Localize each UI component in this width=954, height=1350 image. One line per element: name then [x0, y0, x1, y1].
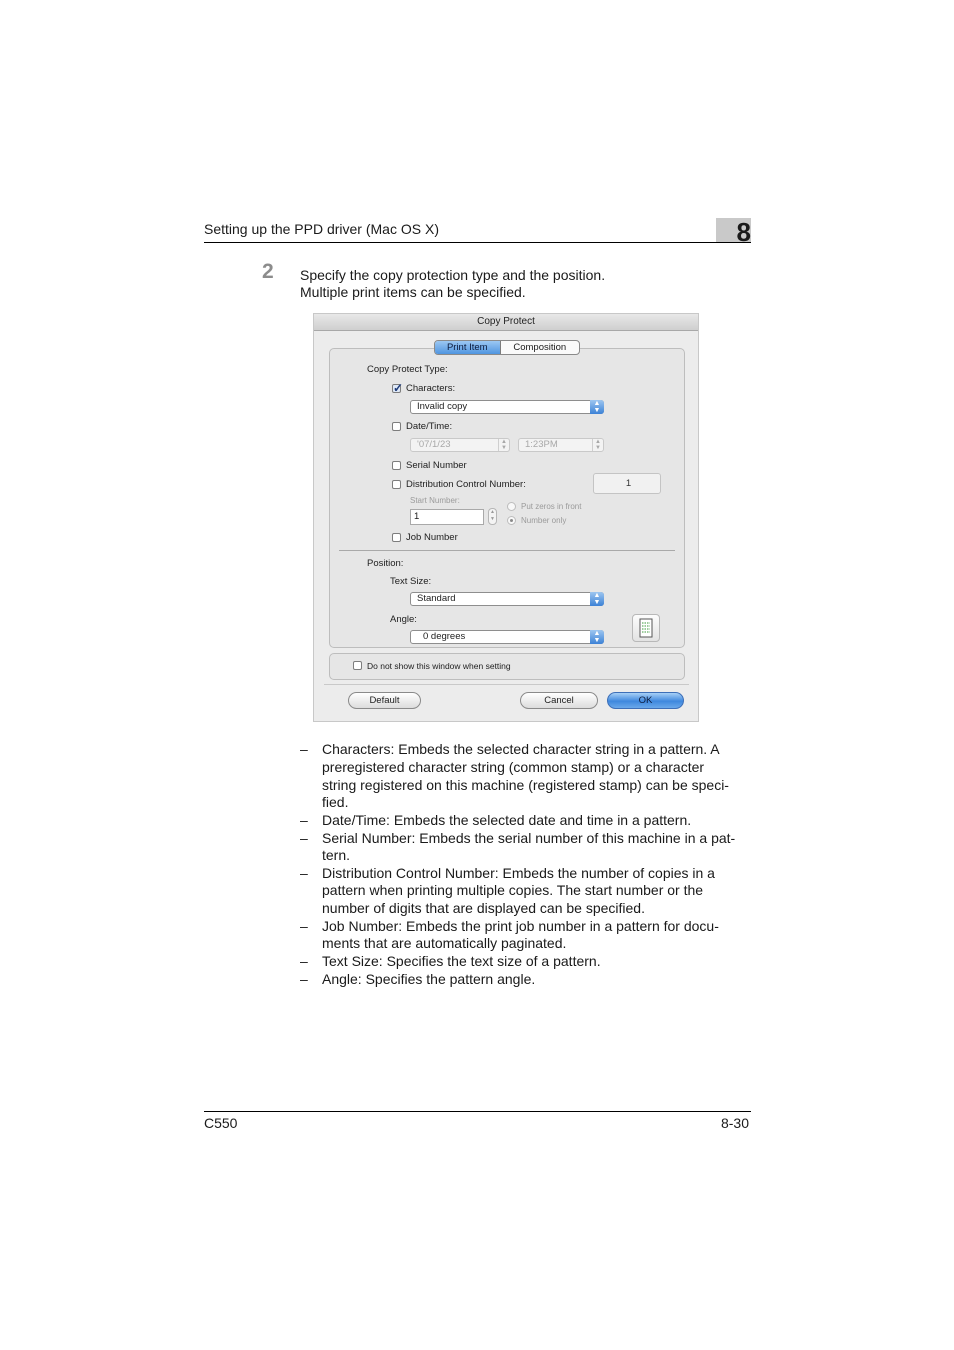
default-button[interactable]: Default: [348, 692, 421, 709]
text-size-label: Text Size:: [390, 576, 432, 587]
bullet-text-size-line-1: Text Size: Specifies the text size of a pattern.: [322, 953, 601, 969]
bottom-separator: [324, 684, 689, 685]
bullet-characters-line-2: preregistered character string (common stamp) or a character: [322, 759, 705, 775]
characters-popup[interactable]: [410, 400, 604, 414]
put-zeros-radio[interactable]: [507, 502, 516, 511]
serial-number-checkbox[interactable]: [392, 461, 401, 470]
bullet-marker: –: [300, 953, 308, 969]
bullet-marker: –: [300, 741, 308, 757]
angle-popup[interactable]: [410, 630, 604, 644]
up-down-arrows-icon: ▲ ▼: [592, 439, 603, 451]
step-instruction-line-2: Multiple print items can be specified.: [300, 284, 526, 300]
copy-protect-type-label: Copy Protect Type:: [367, 364, 448, 375]
footer-rule: [204, 1111, 751, 1112]
angle-label: Angle:: [390, 614, 417, 625]
bullet-distribution-line-1: Distribution Control Number: Embeds the number of copies in a: [322, 865, 715, 881]
text-size-popup[interactable]: [410, 592, 604, 606]
step-instruction-line-1: Specify the copy protection type and the position.: [300, 267, 606, 283]
position-label: Position:: [367, 558, 404, 569]
text-size-value: Standard: [417, 593, 456, 604]
number-only-radio[interactable]: [507, 516, 516, 525]
tab-composition[interactable]: Composition: [513, 342, 567, 353]
time-field[interactable]: [518, 438, 604, 452]
bullet-date-time-line-1: Date/Time: Embeds the selected date and time in a pattern.: [322, 812, 692, 828]
date-field[interactable]: [410, 438, 510, 452]
section-separator: [339, 550, 675, 551]
number-only-label: Number only: [521, 516, 567, 525]
time-value: 1:23PM: [525, 439, 558, 450]
bullet-distribution-line-3: number of digits that are displayed can be specified.: [322, 900, 645, 916]
bullet-angle-line-1: Angle: Specifies the pattern angle.: [322, 971, 536, 987]
dialog-title: Copy Protect: [477, 316, 535, 327]
tab-print-item[interactable]: Print Item: [435, 341, 501, 354]
bullet-job-number-line-2: ments that are automatically paginated.: [322, 935, 567, 951]
distribution-copies-field[interactable]: 1: [593, 473, 661, 494]
bullet-job-number-line-1: Job Number: Embeds the print job number in a pattern for docu-: [322, 918, 719, 934]
characters-checkbox[interactable]: [392, 381, 404, 395]
angle-value: 0 degrees: [423, 631, 466, 642]
date-time-checkbox[interactable]: [392, 422, 401, 431]
distribution-control-number-checkbox[interactable]: [392, 480, 401, 489]
dont-show-label: Do not show this window when setting: [367, 661, 511, 671]
characters-label: Characters:: [406, 383, 456, 394]
bullet-characters-line-3: string registered on this machine (registered stamp) can be speci-: [322, 777, 729, 793]
date-value: '07/1/23: [417, 439, 451, 450]
running-header-title: Setting up the PPD driver (Mac OS X): [204, 221, 439, 237]
distribution-control-number-label: Distribution Control Number:: [406, 479, 526, 490]
tab-control: [434, 340, 580, 355]
bullet-characters-line-4: fied.: [322, 794, 349, 810]
bullet-marker: –: [300, 830, 308, 846]
ok-button[interactable]: OK: [607, 692, 684, 709]
footer-model: C550: [204, 1115, 238, 1131]
chapter-number: 8: [736, 217, 751, 247]
characters-popup-value: Invalid copy: [417, 401, 468, 412]
up-down-arrows-icon: ▲ ▼: [590, 592, 604, 606]
bullet-marker: –: [300, 812, 308, 828]
orientation-preview-button[interactable]: [632, 614, 660, 642]
put-zeros-label: Put zeros in front: [521, 502, 582, 511]
up-down-arrows-icon: ▲ ▼: [590, 400, 604, 414]
copy-protect-dialog: [313, 313, 699, 722]
up-down-arrows-icon: ▲ ▼: [498, 439, 509, 451]
job-number-checkbox[interactable]: [392, 533, 401, 542]
header-rule: [204, 242, 751, 243]
serial-number-label: Serial Number: [406, 460, 467, 471]
dont-show-checkbox[interactable]: [353, 661, 362, 670]
checkmark-icon: ✓: [393, 381, 404, 395]
start-number-stepper[interactable]: ▲ ▼: [488, 508, 497, 525]
step-number: 2: [262, 260, 274, 283]
start-number-input[interactable]: 1: [410, 509, 484, 525]
bullet-serial-number-line-2: tern.: [322, 847, 351, 863]
page-orientation-icon: [633, 615, 659, 641]
up-down-arrows-icon: ▲ ▼: [590, 630, 604, 644]
date-time-label: Date/Time:: [406, 421, 453, 432]
start-number-label: Start Number:: [410, 496, 460, 505]
bullet-characters-line-1: Characters: Embeds the selected character string in a pattern. A: [322, 741, 720, 757]
bullet-marker: –: [300, 865, 308, 881]
bullet-marker: –: [300, 918, 308, 934]
bullet-serial-number-line-1: Serial Number: Embeds the serial number of this machine in a pat-: [322, 830, 736, 846]
bullet-marker: –: [300, 971, 308, 987]
bullet-distribution-line-2: pattern when printing multiple copies. The start number or the: [322, 882, 704, 898]
job-number-label: Job Number: [406, 532, 458, 543]
footer-page-number: 8-30: [720, 1115, 749, 1131]
cancel-button[interactable]: Cancel: [520, 692, 598, 709]
